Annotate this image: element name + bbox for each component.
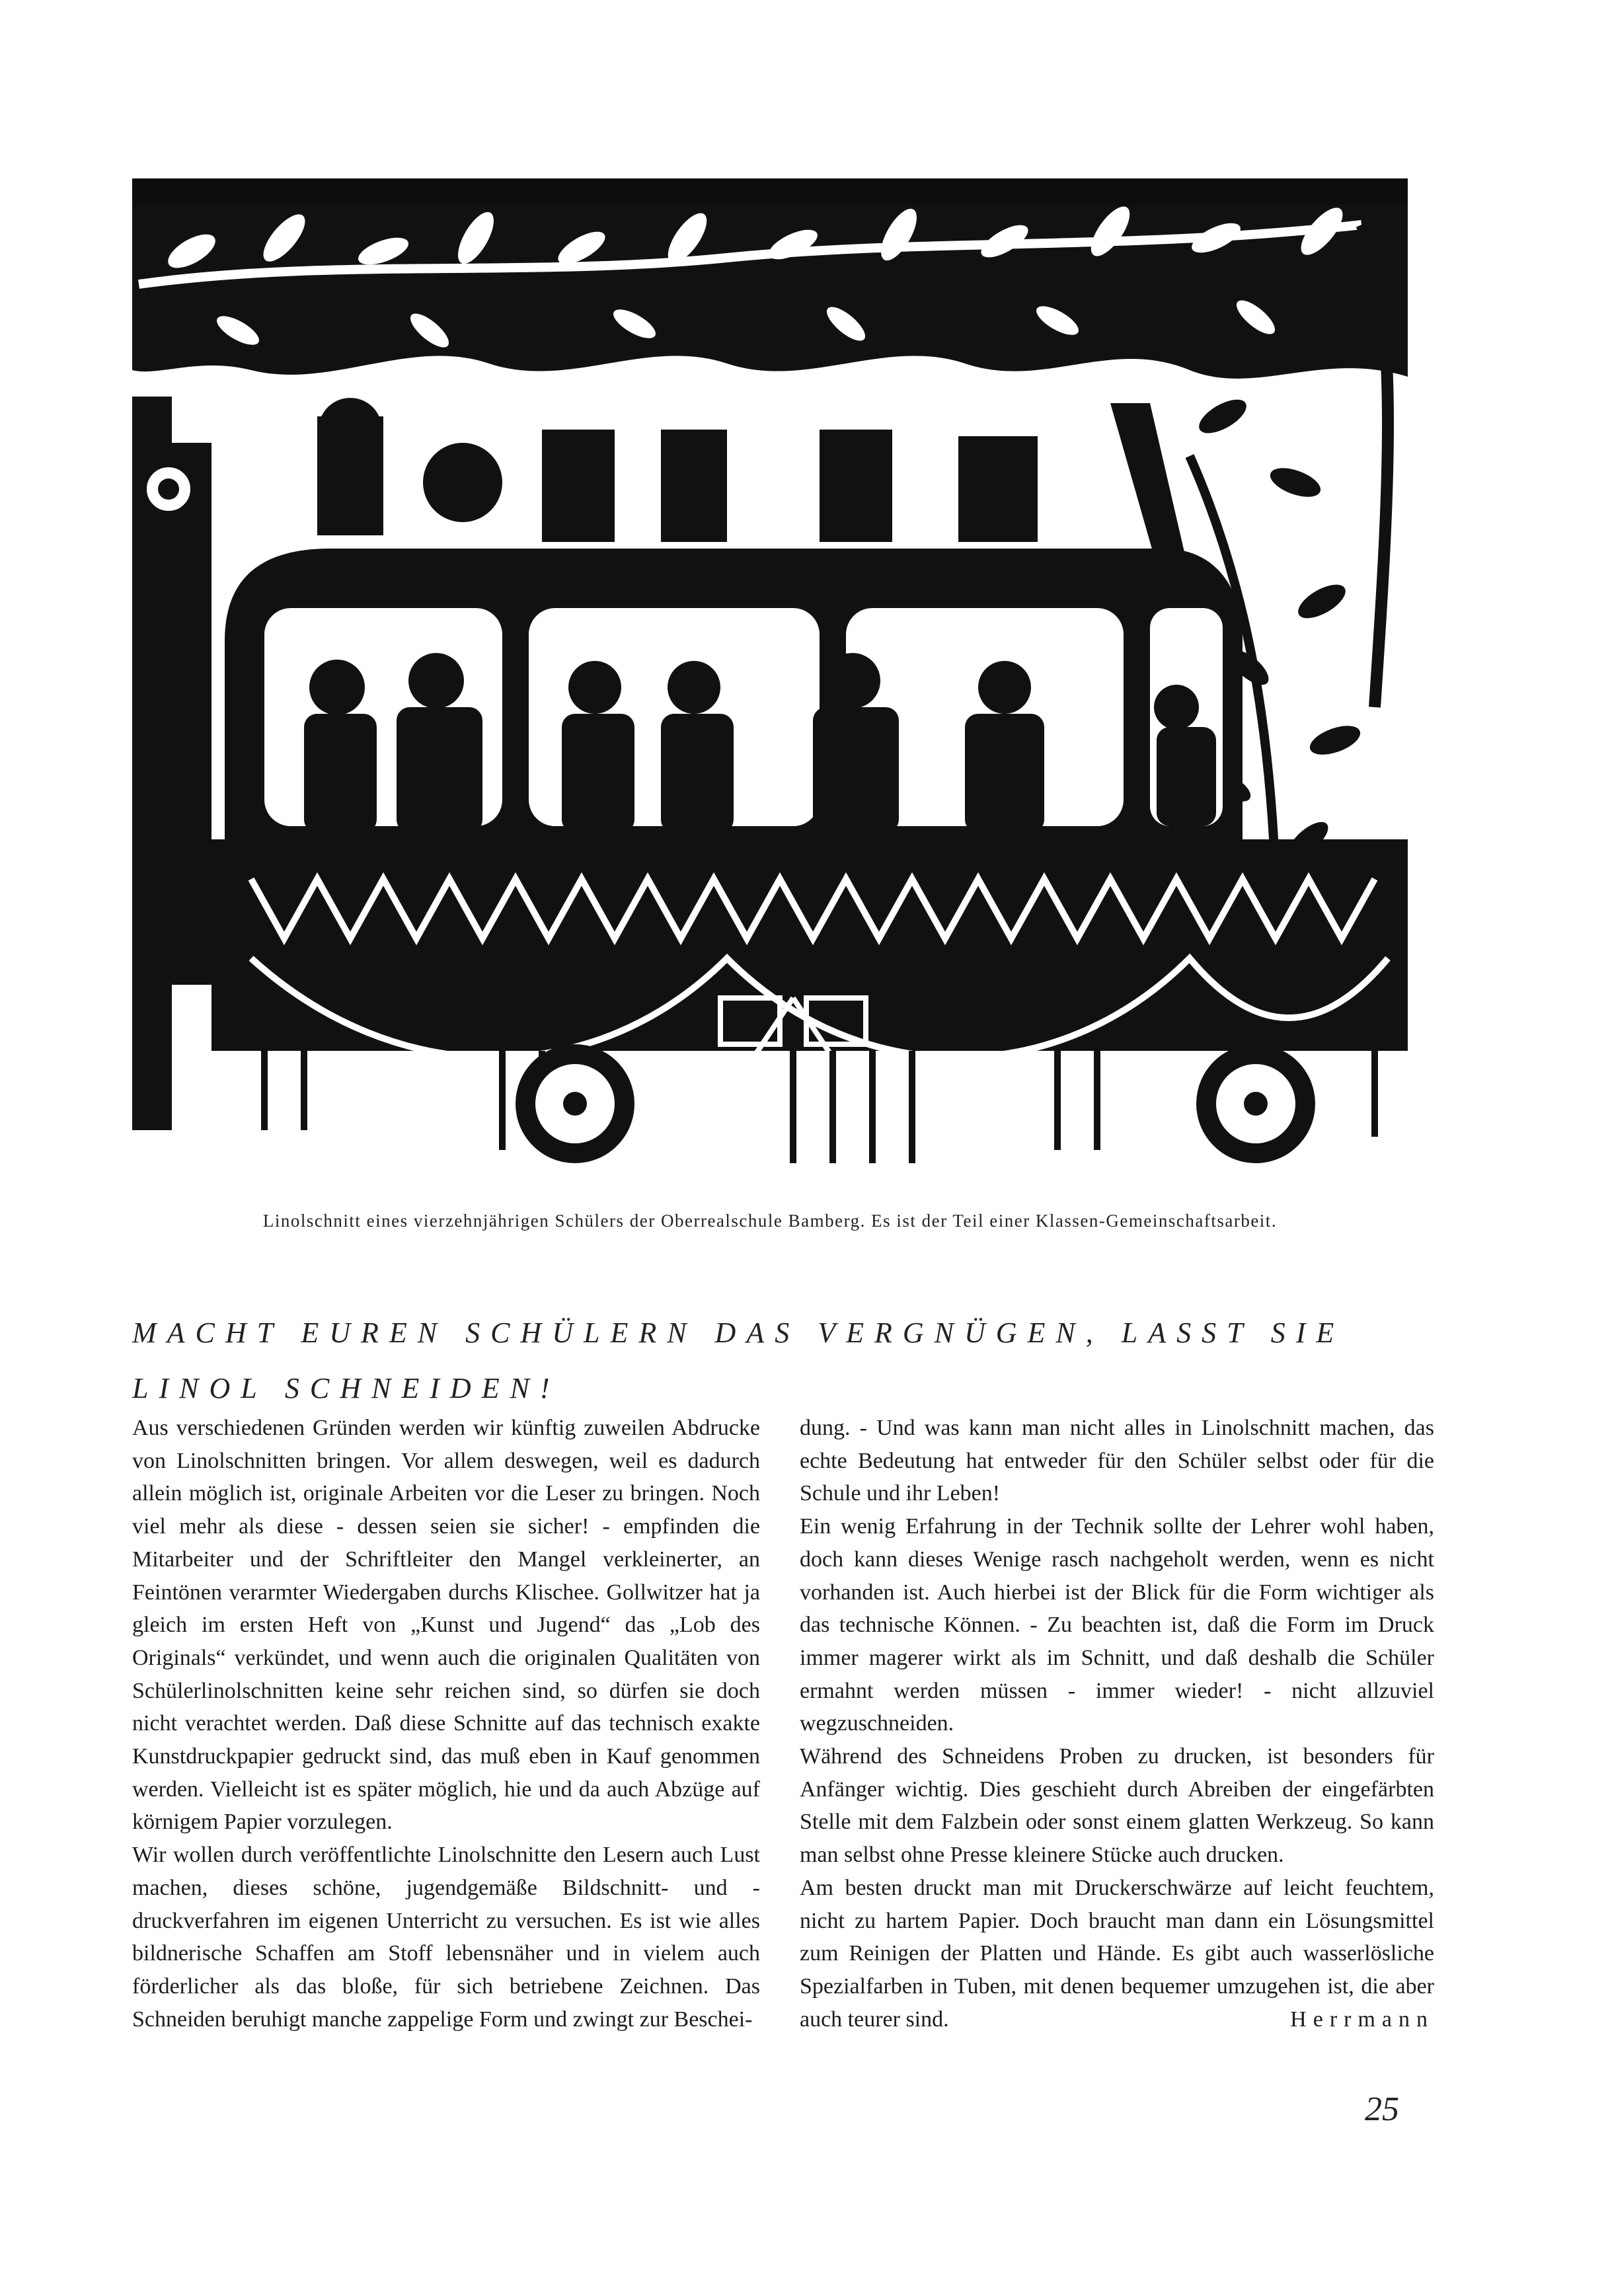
paragraph: Am besten druckt man mit Druckerschwärze auf leicht feuchtem, nicht zu hartem Papier. Doch braucht man dann ein Lösungsmittel zum Reinigen der Platten und Hände. Es gibt auch wasserlösliche Spezialfarben in Tuben, mit denen bequemer umzugehen ist, die aber auch teurer sind. [800, 1875, 1434, 2032]
illustration-caption: Linolschnitt eines vierzehnjährigen Schülers der Oberrealschule Bamberg. Es ist der Teil einer Klassen-Gemeinschaftsarbeit. [262, 1211, 1278, 1231]
article-heading: MACHT EUREN SCHÜLERN DAS VERGNÜGEN, LASST SIE LINOL SCHNEIDEN! [132, 1317, 1345, 1404]
text-column-right [800, 1412, 1434, 2036]
paragraph: dung. - Und was kann man nicht alles in Linolschnitt machen, das echte Bedeutung hat entweder für den Schüler selbst oder für die Schule und ihr Leben! [800, 1416, 1434, 1506]
page-number: 25 [1365, 2090, 1399, 2128]
paragraph: Aus verschiedenen Gründen werden wir künftig zuweilen Abdrucke von Linolschnitten bringen. Vor allem deswegen, weil es dadurch allein möglich ist, originale Arbeiten vor die Leser zu bringen. Noch viel mehr als diese - dessen seien sie sicher! - empfinden die Mitarbeiter und der Schriftleiter den Mangel verkleinerter, an Feintönen verarmter Wiedergaben durchs Klischee. Gollwitzer hat ja gleich im ersten Heft von „Kunst und Jugend“ das „Lob des Originals“ verkündet, und wenn auch die originalen Qualitäten von Schülerlinolschnitten keine sehr reichen sind, so dürfen sie doch nicht verachtet werden. Daß diese Schnitte auf das technisch exakte Kunstdruckpapier gedruckt sind, das muß eben in Kauf genommen werden. Vielleicht ist es später möglich, hie und da auch Abzüge auf körnigem Papier vorzulegen. [132, 1416, 760, 1835]
linocut-illustration [132, 178, 1408, 1170]
paragraph: Ein wenig Erfahrung in der Technik sollte der Lehrer wohl haben, doch kann dieses Wenige rasch nachgeholt werden, wenn es nicht vorhanden ist. Auch hierbei ist der Blick für die Form wichtiger als das technische Können. - Zu beachten ist, daß die Form im Druck immer magerer wirkt als im Schnitt, und daß deshalb die Schüler ermahnt werden müssen - immer wieder! - nicht allzuviel wegzuschneiden. [800, 1514, 1434, 1736]
author-name: Herrmann [1290, 2007, 1434, 2032]
paragraph: Während des Schneidens Proben zu drucken, ist besonders für Anfänger wichtig. Dies geschieht durch Abreiben der eingefärbten Stelle mit dem Falzbein oder sonst einem glatten Werkzeug. So kann man selbst ohne Presse kleinere Stücke auch drucken. [800, 1744, 1434, 1868]
paragraph: Wir wollen durch veröffentlichte Linolschnitte den Lesern auch Lust machen, dieses schöne, jugendgemäße Bildschnitt- und -druckverfahren im eigenen Unterricht zu versuchen. Es ist wie alles bildnerische Schaffen am Stoff lebensnäher und in vielem auch förderlicher als das bloße, für sich betriebene Zeichnen. Das Schneiden beruhigt manche zappelige Form und zwingt zur Beschei- [132, 1843, 760, 2032]
text-column-left [132, 1412, 760, 2036]
